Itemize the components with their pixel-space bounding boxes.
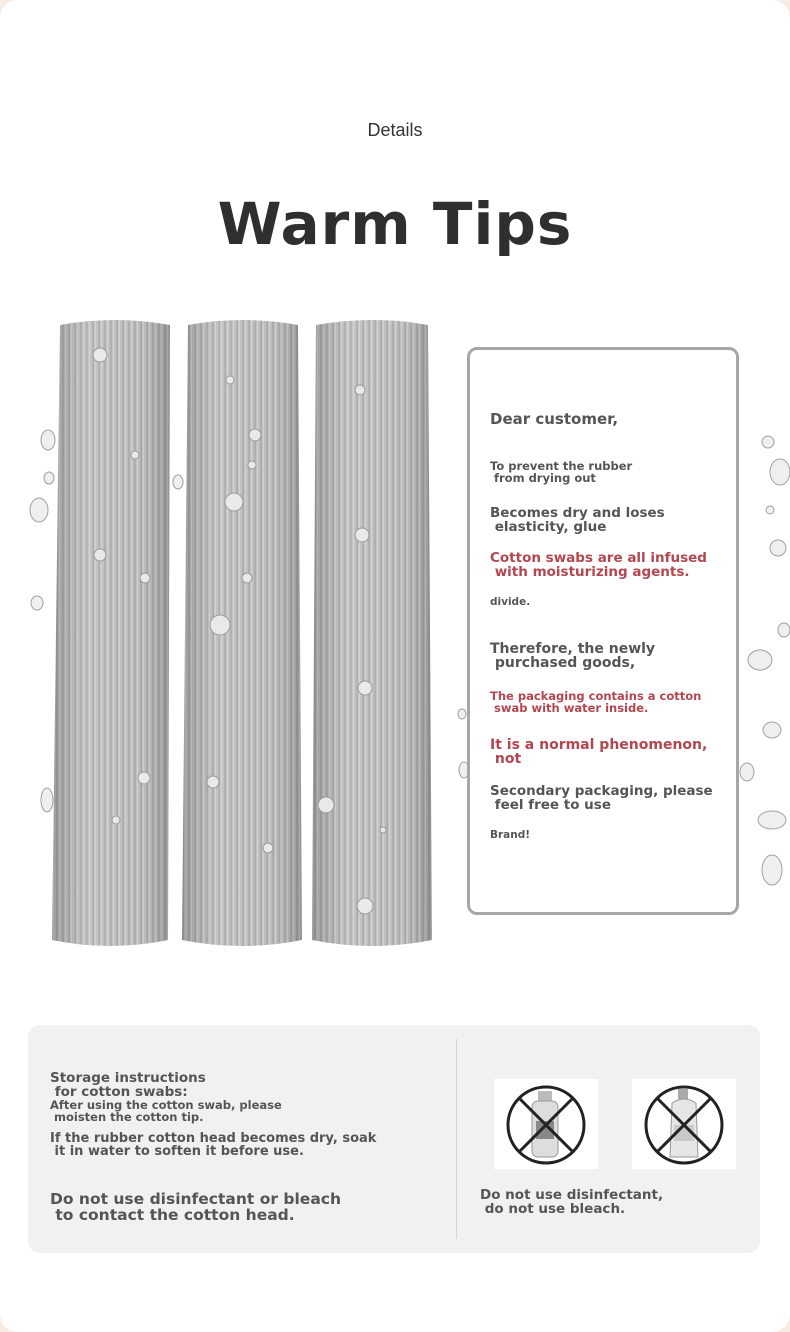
storage-step-2: If the rubber cotton head becomes dry, soak it in water to soften it before use.	[50, 1131, 377, 1159]
storage-step-1: After using the cotton swab, please moisten the cotton tip.	[50, 1098, 282, 1124]
sponge-roll-1	[52, 320, 170, 946]
panel-divider	[456, 1039, 457, 1239]
no-disinfectant-icon	[494, 1079, 598, 1169]
sponge-rolls-illustration	[20, 310, 460, 970]
storage-heading: Storage instructions for cotton swabs:	[50, 1070, 206, 1100]
icons-caption: Do not use disinfectant, do not use bleach.	[480, 1187, 664, 1217]
note-line-2: Becomes dry and loses elasticity, glue	[490, 505, 665, 535]
note-line-1: To prevent the rubber from drying out	[490, 459, 633, 485]
page-title: Warm Tips	[217, 190, 573, 258]
no-bleach-icon	[632, 1079, 736, 1169]
customer-note-box	[467, 347, 739, 915]
note-line-3: Cotton swabs are all infused with moisturizing agents.	[490, 550, 707, 580]
sponge-roll-3	[312, 320, 432, 946]
note-line-8: Secondary packaging, please feel free to use	[490, 783, 713, 813]
note-line-4: divide.	[490, 596, 531, 608]
sponge-roll-2	[182, 320, 302, 946]
storage-warning: Do not use disinfectant or bleach to contact the cotton head.	[50, 1190, 341, 1224]
note-greeting: Dear customer,	[490, 410, 619, 428]
note-line-7: It is a normal phenomenon, not	[490, 737, 708, 767]
note-line-9: Brand!	[490, 829, 531, 841]
details-label: Details	[367, 120, 423, 140]
note-line-6: The packaging contains a cotton swab with water inside.	[490, 689, 702, 715]
storage-panel	[28, 1025, 760, 1253]
note-line-5: Therefore, the newly purchased goods,	[490, 641, 656, 671]
